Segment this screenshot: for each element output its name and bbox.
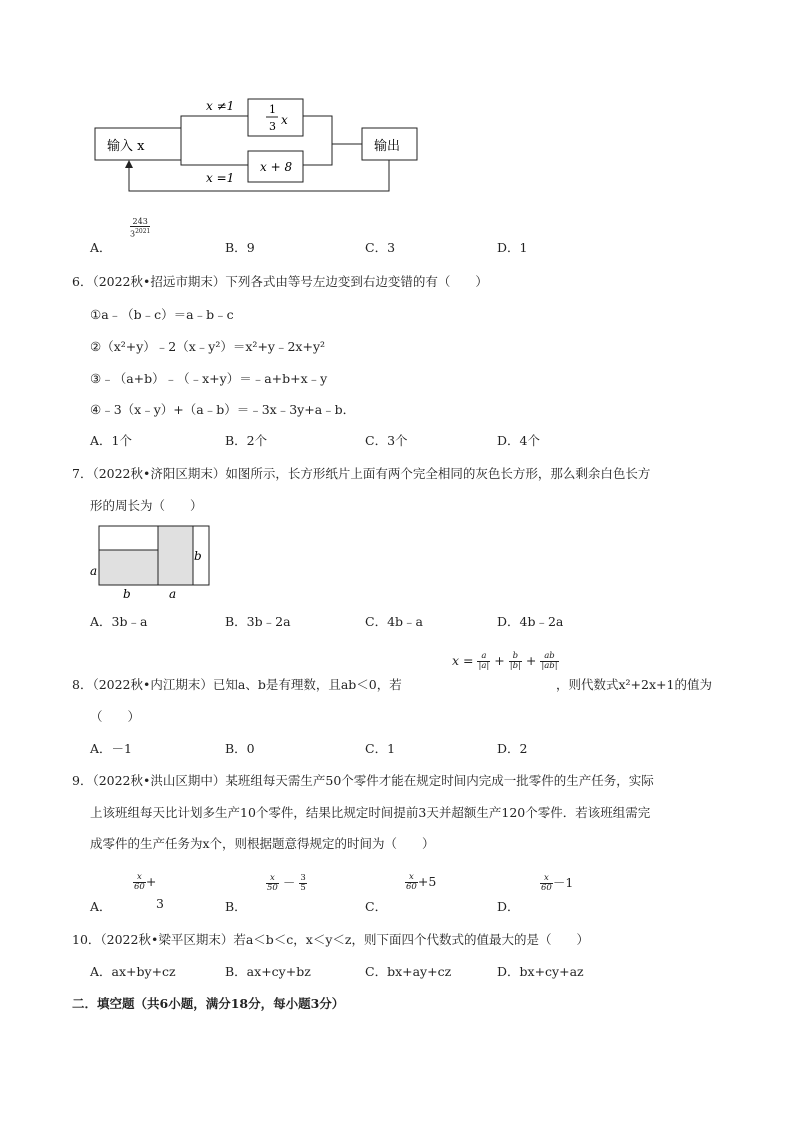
q5-option-b[interactable]: B．9	[225, 240, 255, 255]
q9-option-b-expr: $\frac{x}{50}$ － $\frac{3}{5}$	[267, 873, 306, 893]
gray-rect-vertical	[158, 526, 193, 585]
q8-option-b[interactable]: B．0	[225, 741, 255, 756]
q7-option-d[interactable]: D．4b﹣2a	[497, 614, 564, 629]
q8-stem-line2: （ ）	[90, 709, 141, 724]
q6-item-4: ④﹣3（x﹣y）+（a﹣b）＝﹣3x﹣3y+a﹣b．	[90, 402, 356, 417]
q8-stem-before: 8．（2022秋•内江期末）已知a、b是有理数，且ab＜0，若	[72, 677, 402, 692]
q6-item-2: ②（x²+y）﹣2（x﹣y²）＝x²+y﹣2x+y²	[90, 339, 326, 354]
q10-option-c[interactable]: C．bx+ay+cz	[365, 964, 452, 979]
label-b-bottom: b	[123, 587, 131, 601]
cond-bottom-label: x =1	[206, 171, 235, 185]
frac-var: x	[281, 113, 288, 127]
q9-option-a-tail: 3	[156, 896, 164, 911]
q10-option-a[interactable]: A．ax+by+cz	[90, 964, 176, 979]
q10-stem: 10．（2022秋•梁平区期末）若a＜b＜c，x＜y＜z，则下面四个代数式的值最大的是（ ）	[72, 932, 589, 947]
q5-option-a-frac: 243 $3^{2021}$	[130, 217, 151, 239]
q5-option-d[interactable]: D．1	[497, 240, 528, 255]
q8-stem-after: ，则代数式x²+2x+1的值为	[556, 677, 712, 692]
q10-option-b[interactable]: B．ax+cy+bz	[225, 964, 311, 979]
q8-option-d[interactable]: D．2	[497, 741, 528, 756]
input-label: 输入 x	[107, 139, 145, 154]
label-a-left: a	[90, 564, 98, 578]
q6-stem: 6．（2022秋•招远市期末）下列各式由等号左边变到右边变错的有（ ）	[72, 274, 488, 289]
q9-stem-line1: 9．（2022秋•洪山区期中）某班组每天需生产50个零件才能在规定时间内完成一批零件的生产任务，实际	[72, 773, 654, 788]
q5-option-a[interactable]: A．	[90, 240, 112, 255]
q7-option-b[interactable]: B．3b﹣2a	[225, 614, 291, 629]
label-b-right: b	[194, 549, 202, 563]
output-label: 输出	[374, 139, 401, 154]
q6-item-3: ③﹣（a+b）﹣（﹣x+y）＝﹣a+b+x﹣y	[90, 371, 328, 386]
q9-option-c-label[interactable]: C．	[365, 899, 388, 914]
q6-item-1: ①a﹣（b﹣c）＝a﹣b﹣c	[90, 307, 234, 322]
q8-formula: x = $\frac{a}{|a|}$ + $\frac{b}{|b|}$ + $\frac{ab}{|ab|}$	[452, 651, 558, 671]
q9-option-d-expr: $\frac{x}{60}$ －1	[541, 873, 574, 893]
label-a-bottom: a	[169, 587, 177, 601]
q10-option-d[interactable]: D．bx+cy+az	[497, 964, 584, 979]
q8-option-a[interactable]: A．－1	[90, 741, 132, 756]
q6-option-a[interactable]: A．1个	[90, 433, 132, 448]
q9-option-a-label[interactable]: A．	[90, 899, 112, 914]
q7-stem-line1: 7．（2022秋•济阳区期末）如图所示，长方形纸片上面有两个完全相同的灰色长方形，那么剩余白色长方	[72, 466, 651, 481]
cond-top-label: x ≠1	[206, 99, 235, 113]
section-2-heading: 二．填空题（共6小题，满分18分，每小题3分）	[72, 996, 345, 1011]
q7-option-c[interactable]: C．4b﹣a	[365, 614, 423, 629]
frac-den: 3	[269, 120, 276, 133]
arrow-head	[125, 160, 133, 168]
q6-option-d[interactable]: D．4个	[497, 433, 540, 448]
q7-option-a[interactable]: A．3b﹣a	[90, 614, 148, 629]
q9-stem-line3: 成零件的生产任务为x个，则根据题意得规定的时间为（ ）	[90, 836, 435, 851]
q6-option-b[interactable]: B．2个	[225, 433, 268, 448]
box-bottom-label: x + 8	[260, 160, 293, 174]
frac-num: 1	[269, 103, 276, 116]
q7-figure	[85, 520, 215, 602]
q9-option-d-label[interactable]: D．	[497, 899, 520, 914]
gray-rect-horizontal	[99, 550, 158, 585]
q6-option-c[interactable]: C．3个	[365, 433, 408, 448]
flowchart-diagram	[0, 0, 794, 200]
q5-option-c[interactable]: C．3	[365, 240, 396, 255]
q9-option-b-label[interactable]: B．	[225, 899, 247, 914]
q8-option-c[interactable]: C．1	[365, 741, 396, 756]
q7-stem-line2: 形的周长为（ ）	[90, 498, 203, 513]
q9-option-c-expr: $\frac{x}{60}$ +5	[406, 872, 437, 892]
q9-stem-line2: 上该班组每天比计划多生产10个零件，结果比规定时间提前3天并超额生产120个零件．若该班组需完	[90, 805, 651, 820]
q9-option-a-expr: $\frac{x}{60}$ +	[134, 872, 157, 892]
